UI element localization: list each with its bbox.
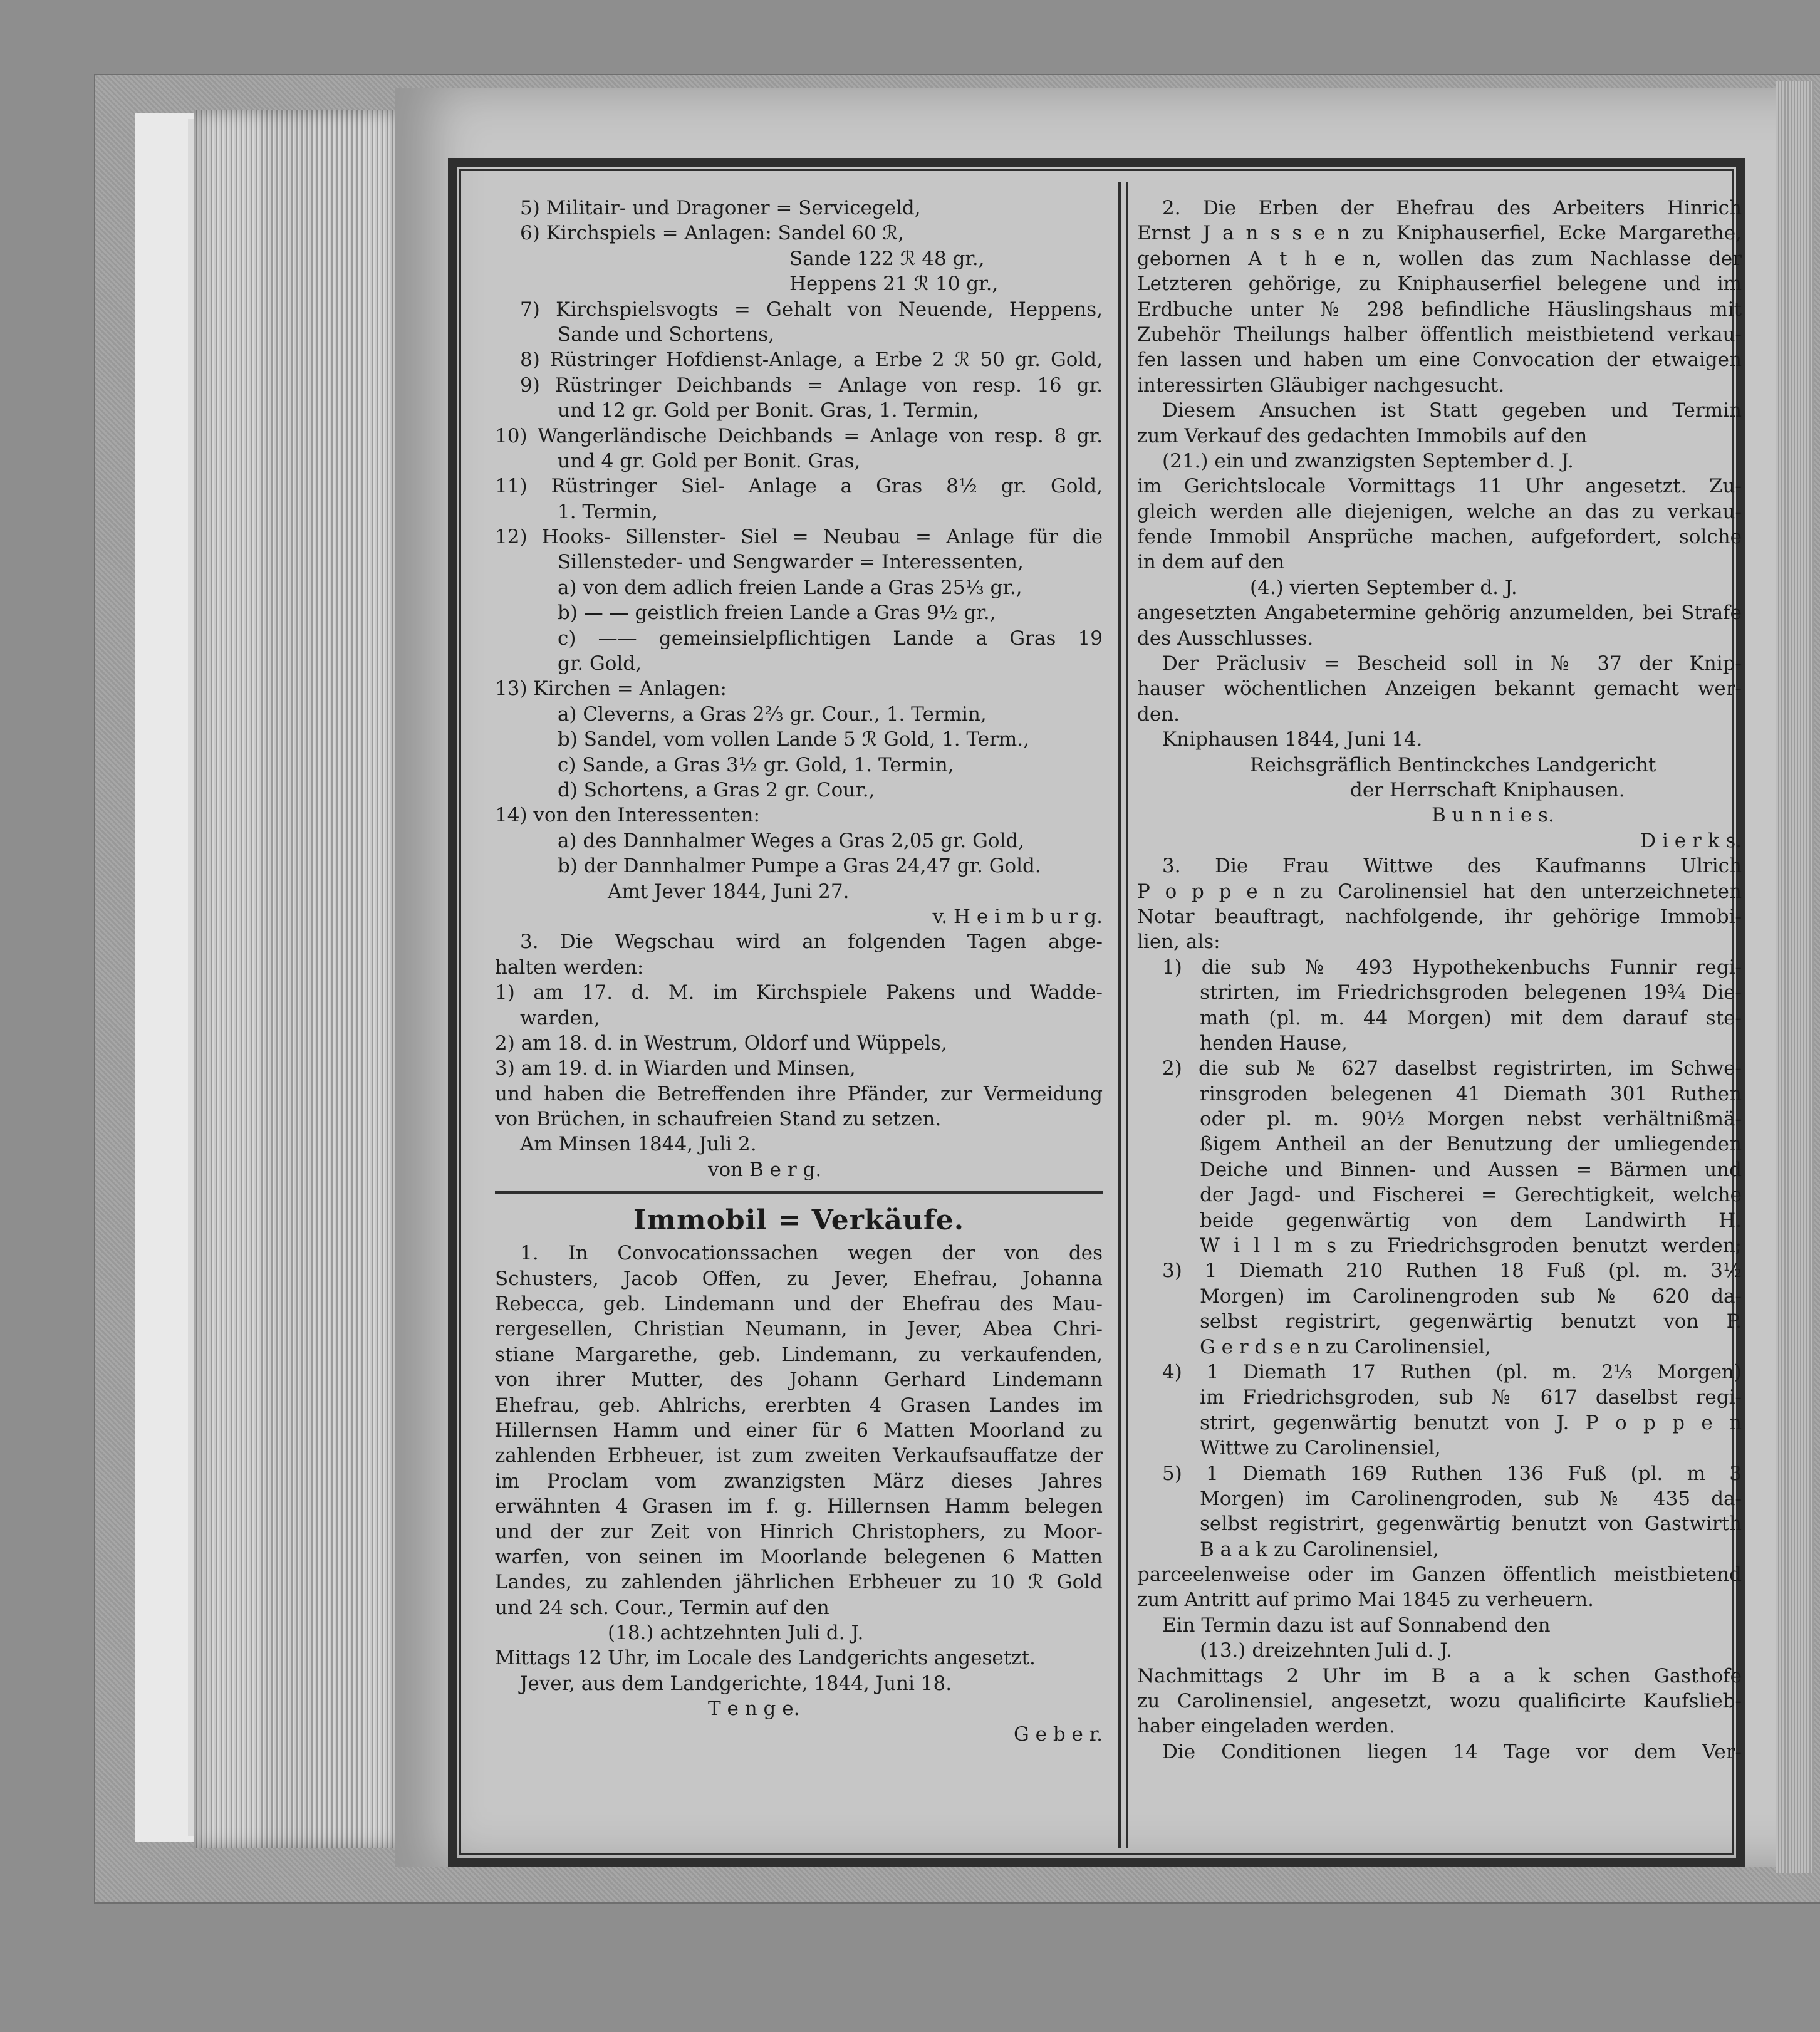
text-line: 6) Kirchspiels = Anlagen: Sandel 60 ℛ, <box>520 222 905 245</box>
text-line: 9) Rüstringer Deichbands = Anlage von resp. 16 gr. <box>520 373 1103 397</box>
page-right-edges <box>1776 81 1814 1873</box>
text-line: 1. Termin, <box>558 500 658 523</box>
section-rule <box>495 1191 1103 1194</box>
text-line: von ihrer Mutter, des Johann Gerhard Lindemann <box>495 1368 1103 1392</box>
text-line: selbst registrirt, gegenwärtig benutzt von Gastwirth <box>1200 1513 1742 1536</box>
text-line: und 4 gr. Gold per Bonit. Gras, <box>558 449 861 472</box>
text-line: G e b e r. <box>1014 1722 1103 1746</box>
text-line: fen lassen und haben um eine Convocation der etwaigen <box>1137 348 1742 372</box>
text-line: gebornen A t h e n, wollen das zum Nachlasse der <box>1137 247 1742 270</box>
text-line: b) Sandel, vom vollen Lande 5 ℛ Gold, 1. Term., <box>558 728 1029 751</box>
text-line: und 24 sch. Cour., Termin auf den <box>495 1596 829 1619</box>
text-line: in dem auf den <box>1137 551 1285 574</box>
text-line: Mittags 12 Uhr, im Locale des Landgerichts angesetzt. <box>495 1647 1036 1670</box>
text-line: b) der Dannhalmer Pumpe a Gras 24,47 gr. Gold. <box>558 855 1041 878</box>
text-line: 14) von den Interessenten: <box>495 804 760 827</box>
text-line: B u n n i e s. <box>1432 804 1554 827</box>
text-line: 2) am 18. d. in Westrum, Oldorf und Wüppels, <box>495 1031 947 1055</box>
text-line: lien, als: <box>1137 930 1220 954</box>
text-line: halten werden: <box>495 956 644 979</box>
text-line: gr. Gold, <box>558 652 642 675</box>
text-line: b) — — geistlich freien Lande a Gras 9½ gr., <box>558 602 996 625</box>
text-line: a) von dem adlich freien Lande a Gras 25⅓ gr., <box>558 576 1022 599</box>
text-line: Reichsgräflich Bentinckches Landgericht <box>1250 753 1656 776</box>
text-line: hauser wöchentlichen Anzeigen bekannt gemacht wer- <box>1137 677 1742 701</box>
text-line: Deiche und Binnen- und Aussen = Bärmen und <box>1200 1158 1742 1181</box>
text-line: 4) 1 Diemath 17 Ruthen (pl. m. 2⅓ Morgen) <box>1162 1360 1742 1383</box>
text-line: stiane Margarethe, geb. Lindemann, zu verkaufenden, <box>495 1343 1103 1366</box>
text-line: warfen, von seinen im Moorlande belegenen 6 Matten <box>495 1545 1103 1568</box>
text-line: und der zur Zeit von Hinrich Christophers, zu Moor- <box>495 1520 1103 1543</box>
text-line: 8) Rüstringer Hofdienst-Anlage, a Erbe 2 ℛ 50 gr. Gold, <box>520 348 1103 372</box>
text-line: 3. Die Frau Wittwe des Kaufmanns Ulrich <box>1162 855 1742 878</box>
text-line: Die Conditionen liegen 14 Tage vor dem Ver- <box>1162 1740 1742 1763</box>
convocation-notice <box>495 1241 1103 1747</box>
right-column <box>1137 195 1742 1850</box>
column-divider-thin <box>1126 182 1128 1848</box>
text-line: d) Schortens, a Gras 2 gr. Cour., <box>558 778 875 801</box>
text-line: W i l l m s zu Friedrichsgroden benutzt werden; <box>1200 1234 1742 1258</box>
text-line: Rebecca, geb. Lindemann und der Ehefrau des Mau- <box>495 1293 1103 1316</box>
text-line: zum Antritt auf primo Mai 1845 zu verheuern. <box>1137 1588 1594 1612</box>
text-line: im Friedrichsgroden, sub № 617 daselbst regi- <box>1200 1386 1742 1409</box>
text-line: Kniphausen 1844, Juni 14. <box>1162 728 1423 751</box>
text-line: 2) die sub № 627 daselbst registrirten, im Schwe- <box>1162 1057 1742 1080</box>
text-line: a) des Dannhalmer Weges a Gras 2,05 gr. Gold, <box>558 829 1025 852</box>
text-line: (13.) dreizehnten Juli d. J. <box>1200 1639 1452 1662</box>
text-line: erwähnten 4 Grasen im f. g. Hillernsen Hamm belegen <box>495 1495 1103 1518</box>
left-notices <box>495 195 1103 1182</box>
text-line: Diesem Ansuchen ist Statt gegeben und Termin <box>1162 399 1742 422</box>
text-line: 2. Die Erben der Ehefrau des Arbeiters Hinrich <box>1162 197 1742 219</box>
text-line: (4.) vierten September d. J. <box>1250 576 1517 599</box>
text-line: von B e r g. <box>708 1158 822 1181</box>
text-line: parceelenweise oder im Ganzen öffentlich meistbietend <box>1137 1563 1742 1587</box>
text-line: 13) Kirchen = Anlagen: <box>495 677 727 701</box>
text-line: Landes, zu zahlenden jährlichen Erbheuer zu 10 ℛ Gold <box>495 1571 1103 1594</box>
text-line: Sillensteder- und Sengwarder = Interessenten, <box>558 551 1024 574</box>
text-line: der Jagd- und Fischerei = Gerechtigkeit, welche <box>1200 1184 1742 1207</box>
text-line: G e r d s e n zu Carolinensiel, <box>1200 1335 1491 1358</box>
text-line: von Brüchen, in schaufreien Stand zu setzen. <box>495 1108 942 1131</box>
text-line: des Ausschlusses. <box>1137 627 1314 650</box>
text-line: Notar beauftragt, nachfolgende, ihr gehörige Immobi- <box>1137 905 1742 928</box>
text-line: rergesellen, Christian Neumann, in Jever, Abea Chri- <box>495 1318 1103 1341</box>
text-line: Der Präclusiv = Bescheid soll in № 37 der Knip- <box>1162 652 1742 675</box>
text-line: P o p p e n zu Carolinensiel hat den unterzeichneten <box>1137 880 1742 903</box>
text-line: 3. Die Wegschau wird an folgenden Tagen abge- <box>520 930 1103 954</box>
text-line: strirt, gegenwärtig benutzt von J. P o p p e n <box>1200 1411 1742 1434</box>
text-line: 3) am 19. d. in Wiarden und Minsen, <box>495 1057 856 1080</box>
text-line: Morgen) im Carolinengroden sub № 620 da- <box>1200 1284 1742 1308</box>
text-line: v. H e i m b u r g. <box>932 905 1103 928</box>
text-line: Sande und Schortens, <box>558 323 774 346</box>
text-line: strirten, im Friedrichsgroden belegenen 19¾ Die- <box>1200 981 1742 1004</box>
text-line: Ehefrau, geb. Ahlrichs, ererbten 4 Grasen Landes im <box>495 1394 1103 1417</box>
text-line: der Herrschaft Kniphausen. <box>1350 778 1625 801</box>
text-line: Ernst J a n s s e n zu Kniphauserfiel, Ecke Margarethe, <box>1137 222 1742 245</box>
text-line: oder pl. m. 90½ Morgen nebst verhältnißmä- <box>1200 1108 1742 1131</box>
text-line: 3) 1 Diemath 210 Ruthen 18 Fuß (pl. m. 3½ <box>1162 1259 1742 1283</box>
text-line: Am Minsen 1844, Juli 2. <box>520 1133 757 1156</box>
text-line: rinsgroden belegenen 41 Diemath 301 Ruthen <box>1200 1082 1742 1105</box>
text-line: 12) Hooks- Sillenster- Siel = Neubau = Anlage für die <box>495 526 1103 549</box>
text-line: den. <box>1137 702 1180 726</box>
text-line: und 12 gr. Gold per Bonit. Gras, 1. Termin, <box>558 399 979 422</box>
text-line: Zubehör Theilungs halber öffentlich meistbietend verkau- <box>1137 323 1742 346</box>
text-line: zu Carolinensiel, angesetzt, wozu qualificirte Kaufslieb- <box>1137 1690 1742 1713</box>
text-line: zahlenden Erbheuer, ist zum zweiten Verkaufsauffatze der <box>495 1444 1103 1467</box>
text-line: D i e r k s. <box>1640 829 1742 852</box>
text-line: B a a k zu Carolinensiel, <box>1200 1538 1439 1561</box>
right-notices <box>1137 195 1742 1764</box>
text-line: selbst registrirt, gegenwärtig benutzt von P. <box>1200 1310 1742 1333</box>
text-line: fende Immobil Ansprüche machen, aufgefordert, solche <box>1137 526 1742 549</box>
text-line: (21.) ein und zwanzigsten September d. J. <box>1162 449 1574 472</box>
book-spine-paper <box>135 113 196 1842</box>
text-line: 5) 1 Diemath 169 Ruthen 136 Fuß (pl. m 3 <box>1162 1462 1742 1485</box>
text-line: 7) Kirchspielsvogts = Gehalt von Neuende, Heppens, <box>520 298 1103 321</box>
text-line: zum Verkauf des gedachten Immobils auf den <box>1137 424 1588 447</box>
text-line: warden, <box>520 1006 600 1029</box>
text-line: haber eingeladen werden. <box>1137 1715 1395 1738</box>
text-line: Schusters, Jacob Offen, zu Jever, Ehefrau, Johanna <box>495 1267 1103 1290</box>
text-line: (18.) achtzehnten Juli d. J. <box>608 1622 864 1645</box>
left-column <box>495 195 1103 1850</box>
text-line: c) Sande, a Gras 3½ gr. Gold, 1. Termin, <box>558 753 954 776</box>
text-line: 1) am 17. d. M. im Kirchspiele Pakens und Wadde- <box>495 981 1103 1004</box>
text-line: c) —— gemeinsielpflichtigen Lande a Gras 19 <box>558 627 1103 650</box>
text-line: beide gegenwärtig von dem Landwirth H. <box>1200 1209 1742 1232</box>
text-line: Letzteren gehörige, zu Kniphauserfiel belegene und im <box>1137 273 1742 296</box>
text-line: Erdbuche unter № 298 befindliche Häuslingshaus mit <box>1137 298 1742 321</box>
text-line: im Gerichtslocale Vormittags 11 Uhr angesetzt. Zu- <box>1137 475 1742 498</box>
text-line: Ein Termin dazu ist auf Sonnabend den <box>1162 1613 1551 1637</box>
text-line: interessirten Gläubiger nachgesucht. <box>1137 373 1505 397</box>
text-line: 5) Militair- und Dragoner = Servicegeld, <box>520 197 921 219</box>
text-line: Heppens 21 ℛ 10 gr., <box>789 273 999 296</box>
text-line: 10) Wangerländische Deichbands = Anlage von resp. 8 gr. <box>495 424 1103 447</box>
text-line: 1. In Convocationssachen wegen der von des <box>520 1242 1103 1265</box>
text-line: henden Hause, <box>1200 1031 1348 1055</box>
text-line: Nachmittags 2 Uhr im B a a k schen Gasthofe <box>1137 1664 1742 1687</box>
text-line: und haben die Betreffenden ihre Pfänder, zur Vermeidung <box>495 1082 1103 1105</box>
text-line: Sande 122 ℛ 48 gr., <box>789 247 985 270</box>
text-line: 11) Rüstringer Siel- Anlage a Gras 8½ gr. Gold, <box>495 475 1103 498</box>
text-line: Morgen) im Carolinengroden, sub № 435 da- <box>1200 1487 1742 1510</box>
text-line: Hillernsen Hamm und einer für 6 Matten Moorland zu <box>495 1419 1103 1442</box>
text-line: Amt Jever 1844, Juni 27. <box>608 880 850 903</box>
text-line: T e n g e. <box>708 1697 800 1721</box>
page-edges <box>194 110 401 1848</box>
text-line: Jever, aus dem Landgerichte, 1844, Juni 18. <box>520 1672 952 1695</box>
text-line: im Proclam vom zwanzigsten März dieses Jahres <box>495 1469 1103 1493</box>
text-line: angesetzten Angabetermine gehörig anzumelden, bei Strafe <box>1137 602 1742 625</box>
text-line: Wittwe zu Carolinensiel, <box>1200 1437 1441 1460</box>
text-line: gleich werden alle diejenigen, welche an das zu verkau- <box>1137 500 1742 523</box>
text-line: ßigem Antheil an der Benutzung der umliegenden <box>1200 1133 1742 1156</box>
section-heading: Immobil = Verkäufe. <box>633 1204 965 1237</box>
text-line: a) Cleverns, a Gras 2⅔ gr. Cour., 1. Termin, <box>558 702 987 726</box>
column-divider <box>1118 182 1121 1848</box>
text-line: math (pl. m. 44 Morgen) mit dem darauf ste- <box>1200 1006 1742 1029</box>
text-line: 1) die sub № 493 Hypothekenbuchs Funnir regi- <box>1162 956 1742 979</box>
